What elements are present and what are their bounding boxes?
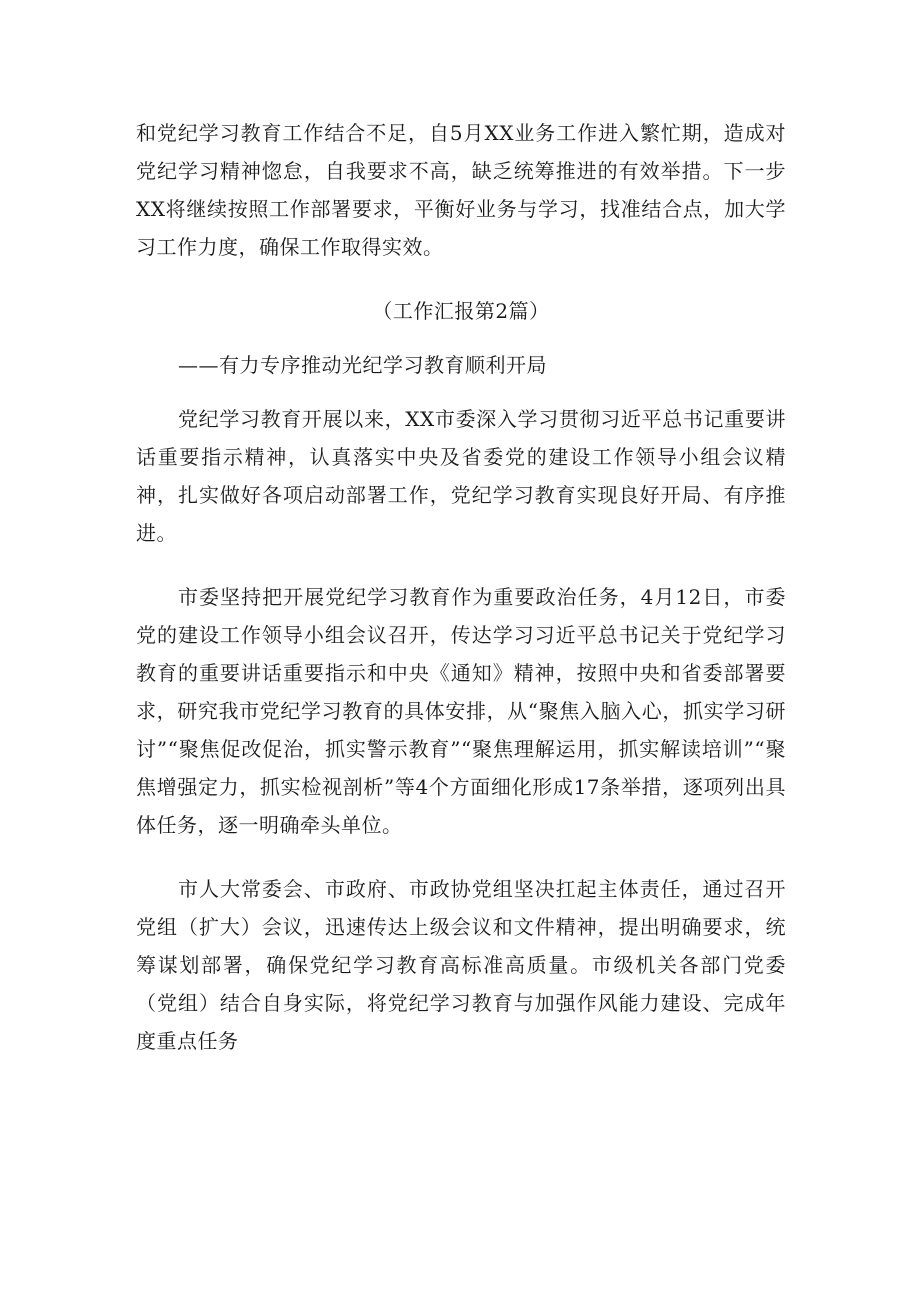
section-heading: （工作汇报第2篇） bbox=[372, 299, 550, 323]
body-paragraph: 市委坚持把开展党纪学习教育作为重要政治任务，4月12日，市委党的建设工作领导小组会议召开，传达学习习近平总书记关于党纪学习教育的重要讲话重要指示和中央《通知》精神，按照中央和省委部署要求，研究我市党纪学习教育的具体安排，从“聚焦入脑入心，抓实学习研讨”“聚焦促改促治，抓实警示教育”“聚焦理解运用，抓实解读培训”“聚焦增强定力，抓实检视剖析”等4个方面细化形成17条举措，逐项列出具体任务，逐一明确牵头单位。 bbox=[136, 585, 786, 837]
spacer bbox=[136, 844, 786, 870]
spacer bbox=[136, 384, 786, 400]
body-paragraph: 市人大常委会、市政府、市政协党组坚决扛起主体责任，通过召开党组（扩大）会议，迅速传达上级会议和文件精神，提出明确要求，统筹谋划部署，确保党纪学习教育高标准高质量。市级机关各部门党委（党组）结合自身实际，将党纪学习教育与加强作风能力建设、完成年度重点任务 bbox=[136, 877, 786, 1053]
body-paragraph: 党纪学习教育开展以来，XX市委深入学习贯彻习近平总书记重要讲话重要指示精神，认真落实中央及省委党的建设工作领导小组会议精神，扎实做好各项启动部署工作，党纪学习教育实现良好开局、有序推进。 bbox=[136, 407, 786, 545]
spacer bbox=[136, 330, 786, 346]
section-subtitle: ——有力专序推动光纪学习教育顺利开局 bbox=[178, 353, 547, 377]
spacer bbox=[136, 266, 786, 292]
continuation-paragraph: 和党纪学习教育工作结合不足，自5月XX业务工作进入繁忙期，造成对党纪学习精神惚怠，自我要求不高，缺乏统筹推进的有效举措。下一步XX将继续按照工作部署要求，平衡好业务与学习，找准结合点，加大学习工作力度，确保工作取得实效。 bbox=[136, 121, 786, 259]
spacer bbox=[136, 552, 786, 578]
document-content bbox=[136, 114, 786, 1060]
